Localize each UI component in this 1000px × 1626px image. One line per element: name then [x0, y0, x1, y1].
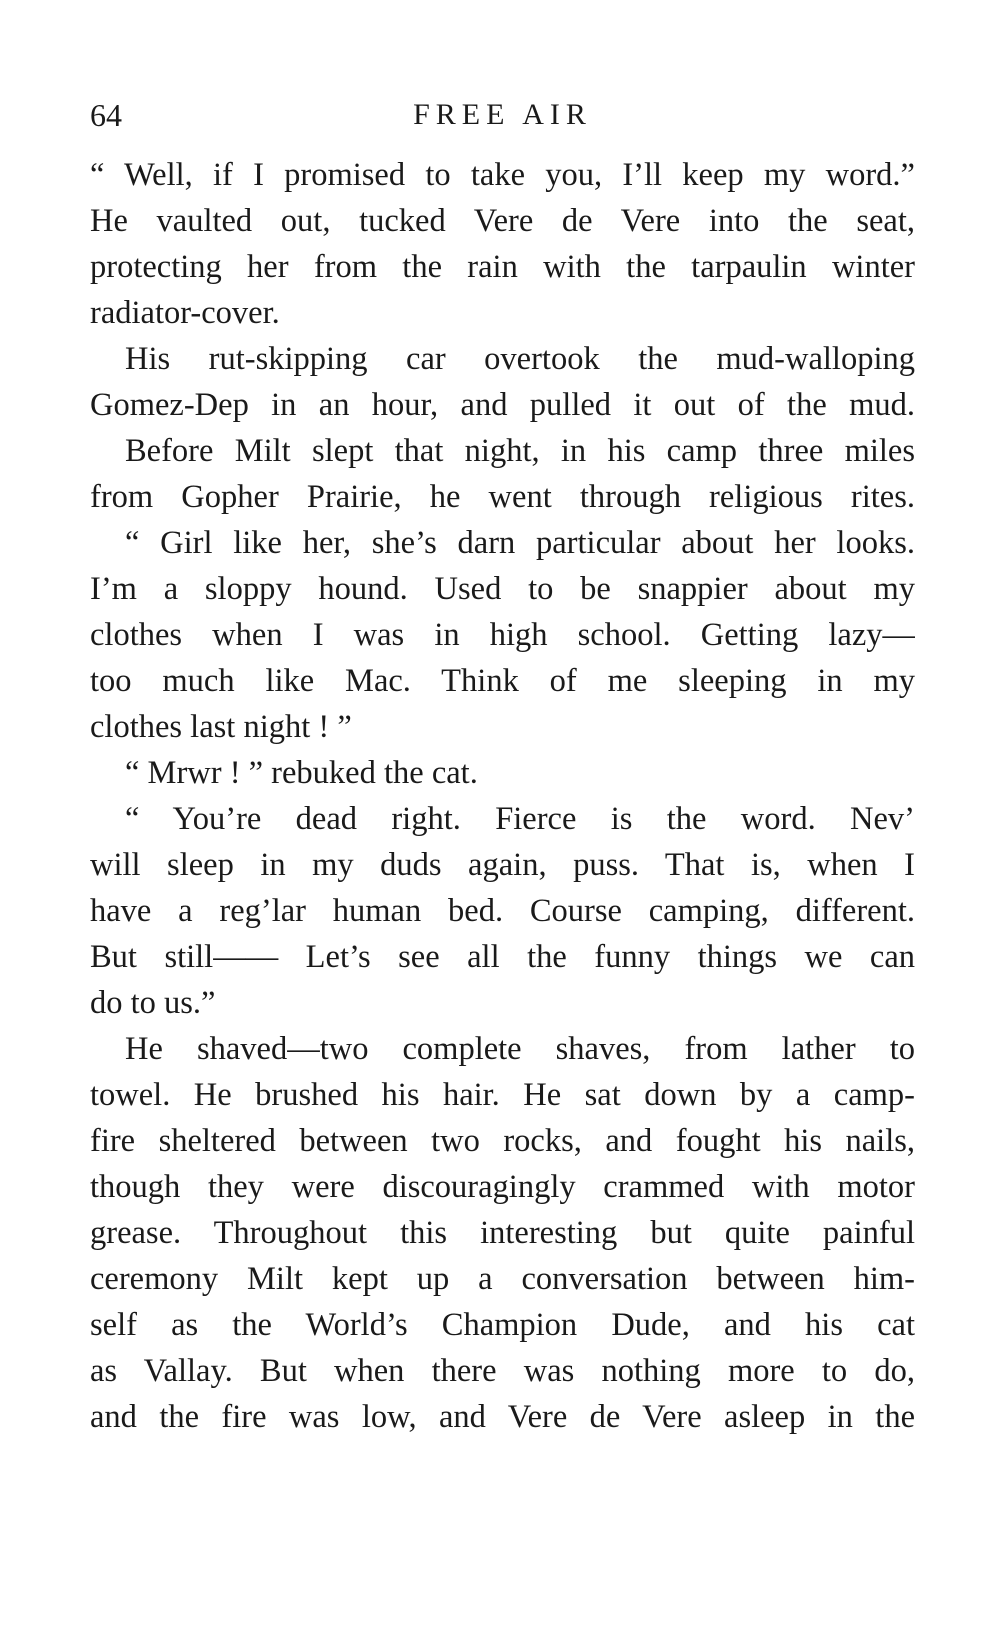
text-line: He shaved—two complete shaves, from lather to [125, 1031, 915, 1067]
text-line: radiator-cover. [90, 295, 280, 331]
text-line: have a reg’lar human bed. Course camping, different. [90, 893, 915, 929]
text-line: clothes when I was in high school. Getting lazy— [90, 617, 915, 653]
text-line: self as the World’s Champion Dude, and his cat [90, 1307, 915, 1343]
page-number: 64 [90, 97, 122, 133]
running-head: FREE AIR [413, 98, 592, 131]
text-line: will sleep in my duds again, puss. That is, when I [90, 847, 915, 883]
text-line: Gomez-Dep in an hour, and pulled it out of the mud. [90, 387, 915, 423]
text-line: His rut-skipping car overtook the mud-walloping [125, 341, 915, 377]
text-line: and the fire was low, and Vere de Vere asleep in the [90, 1399, 915, 1435]
text-line: I’m a sloppy hound. Used to be snappier about my [90, 571, 915, 607]
text-line: protecting her from the rain with the tarpaulin winter [90, 249, 915, 285]
text-line: But still—— Let’s see all the funny things we can [90, 939, 915, 975]
text-line: “ Mrwr ! ” rebuked the cat. [125, 755, 478, 791]
text-line: “ Girl like her, she’s darn particular about her looks. [125, 525, 915, 561]
text-line: clothes last night ! ” [90, 709, 352, 745]
body-text [90, 152, 915, 1440]
text-line: “ You’re dead right. Fierce is the word. Nev’ [125, 801, 915, 837]
page-header [90, 95, 915, 135]
text-line: though they were discouragingly crammed with motor [90, 1169, 915, 1205]
text-line: do to us.” [90, 985, 216, 1021]
text-line: He vaulted out, tucked Vere de Vere into the seat, [90, 203, 915, 239]
text-line: grease. Throughout this interesting but quite painful [90, 1215, 915, 1251]
text-line: too much like Mac. Think of me sleeping in my [90, 663, 915, 699]
text-line: from Gopher Prairie, he went through religious rites. [90, 479, 915, 515]
text-line: fire sheltered between two rocks, and fought his nails, [90, 1123, 915, 1159]
text-line: Before Milt slept that night, in his camp three miles [125, 433, 915, 469]
text-line: towel. He brushed his hair. He sat down by a camp- [90, 1077, 915, 1113]
text-line: “ Well, if I promised to take you, I’ll keep my word.” [90, 157, 915, 193]
text-line: ceremony Milt kept up a conversation between him- [90, 1261, 915, 1297]
text-line: as Vallay. But when there was nothing more to do, [90, 1353, 915, 1389]
